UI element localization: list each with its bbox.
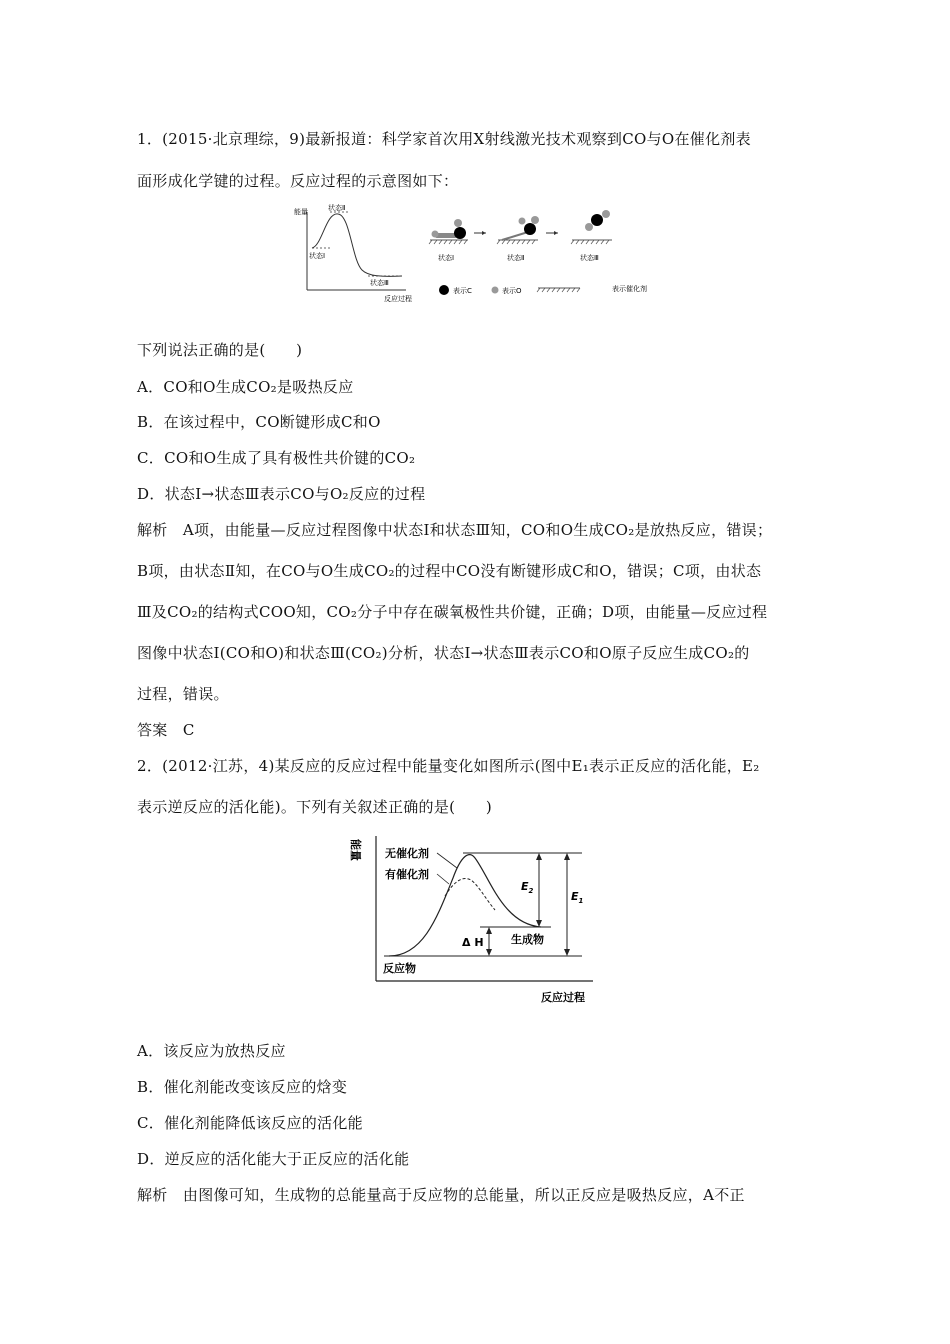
q1-scene-state1-label: 状态Ⅰ xyxy=(438,254,455,262)
q1-state1-scene xyxy=(429,219,468,262)
q1-option-b: B．在该过程中，CO断键形成C和O xyxy=(137,413,381,431)
q2-x-label: 反应过程 xyxy=(541,991,585,1004)
q1-scene-state3-label: 状态Ⅲ xyxy=(580,254,599,262)
q1-state2-label: 状态Ⅱ xyxy=(328,204,346,212)
q1-stem-line1: 1．(2015·北京理综，9)最新报道：科学家首次用X射线激光技术观察到CO与O在催化剂表 xyxy=(137,130,751,148)
q2-with-catalyst-label: 有催化剂 xyxy=(385,868,429,881)
q1-state3-label: 状态Ⅲ xyxy=(370,279,389,287)
q2-analysis-line1: 解析 由图像可知，生成物的总能量高于反应物的总能量，所以正反应是吸热反应，A不正 xyxy=(137,1186,745,1204)
carbon-legend-icon xyxy=(439,285,449,295)
q1-question: 下列说法正确的是( ) xyxy=(137,341,303,359)
q1-answer: 答案 C xyxy=(137,721,195,739)
svg-text:E1 xyxy=(571,890,584,905)
q1-legend-o: 表示O xyxy=(502,287,522,295)
q2-stem-line1: 2．(2012·江苏，4)某反应的反应过程中能量变化如图所示(图中E₁表示正反应的活化能，E₂ xyxy=(137,757,760,775)
q1-stem-line2: 面形成化学键的过程。反应过程的示意图如下： xyxy=(137,172,459,190)
q2-delta-h-label: Δ H xyxy=(462,936,484,949)
q2-e2-label: E xyxy=(521,880,529,893)
q1-analysis-line3: Ⅲ及CO₂的结构式COO知，CO₂分子中存在碳氧极性共价键，正确；D项，由能量—反应过程 xyxy=(137,603,768,621)
q1-x-label: 反应过程 xyxy=(384,295,412,303)
q2-e1-label: E xyxy=(571,890,579,903)
q2-option-b: B．催化剂能改变该反应的焓变 xyxy=(137,1078,348,1096)
q2-product-label: 生成物 xyxy=(511,933,544,946)
catalyst-curve xyxy=(445,879,495,910)
q1-state2-scene xyxy=(497,216,539,262)
q2-option-d: D．逆反应的活化能大于正反应的活化能 xyxy=(137,1150,410,1168)
q1-legend-cat: 表示催化剂 xyxy=(612,285,647,293)
q1-energy-diagram xyxy=(294,203,412,303)
q2-e1-sub: 1 xyxy=(578,897,584,905)
q2-no-catalyst-label: 无催化剂 xyxy=(385,847,429,860)
q1-legend xyxy=(439,284,647,295)
q1-analysis-line1: 解析 A项，由能量—反应过程图像中状态Ⅰ和状态Ⅲ知，CO和O生成CO₂是放热反应，错误； xyxy=(137,521,773,539)
q1-analysis-line5: 过程，错误。 xyxy=(137,685,229,703)
q2-reactant-label: 反应物 xyxy=(383,962,416,975)
q2-figure xyxy=(345,828,605,1008)
svg-text:E2 xyxy=(521,880,534,895)
q2-option-a: A．该反应为放热反应 xyxy=(137,1042,286,1060)
q2-option-c: C．催化剂能降低该反应的活化能 xyxy=(137,1114,363,1132)
q1-y-label: 能量 xyxy=(294,208,308,216)
q1-analysis-line2: B项，由状态Ⅱ知，在CO与O生成CO₂的过程中CO没有断键形成C和O，错误；C项，由状态 xyxy=(137,562,762,580)
q1-scene-state2-label: 状态Ⅱ xyxy=(507,254,525,262)
q1-figure xyxy=(290,200,670,305)
q2-e2-sub: 2 xyxy=(528,887,534,895)
q1-state3-scene xyxy=(571,210,612,262)
oxygen-legend-icon xyxy=(492,287,499,294)
q1-option-c: C．CO和O生成了具有极性共价键的CO₂ xyxy=(137,449,416,467)
q1-option-a: A．CO和O生成CO₂是吸热反应 xyxy=(137,378,354,396)
q1-analysis-line4: 图像中状态Ⅰ(CO和O)和状态Ⅲ(CO₂)分析，状态Ⅰ→状态Ⅲ表示CO和O原子反应生成CO₂的 xyxy=(137,644,750,662)
q2-stem-line2: 表示逆反应的活化能)。下列有关叙述正确的是( ) xyxy=(137,798,493,816)
q1-option-d: D．状态Ⅰ→状态Ⅲ表示CO与O₂反应的过程 xyxy=(137,485,426,503)
q2-y-label: 能量 xyxy=(349,839,362,861)
q1-legend-c: 表示C xyxy=(453,287,472,295)
q1-state1-label: 状态Ⅰ xyxy=(309,252,326,260)
